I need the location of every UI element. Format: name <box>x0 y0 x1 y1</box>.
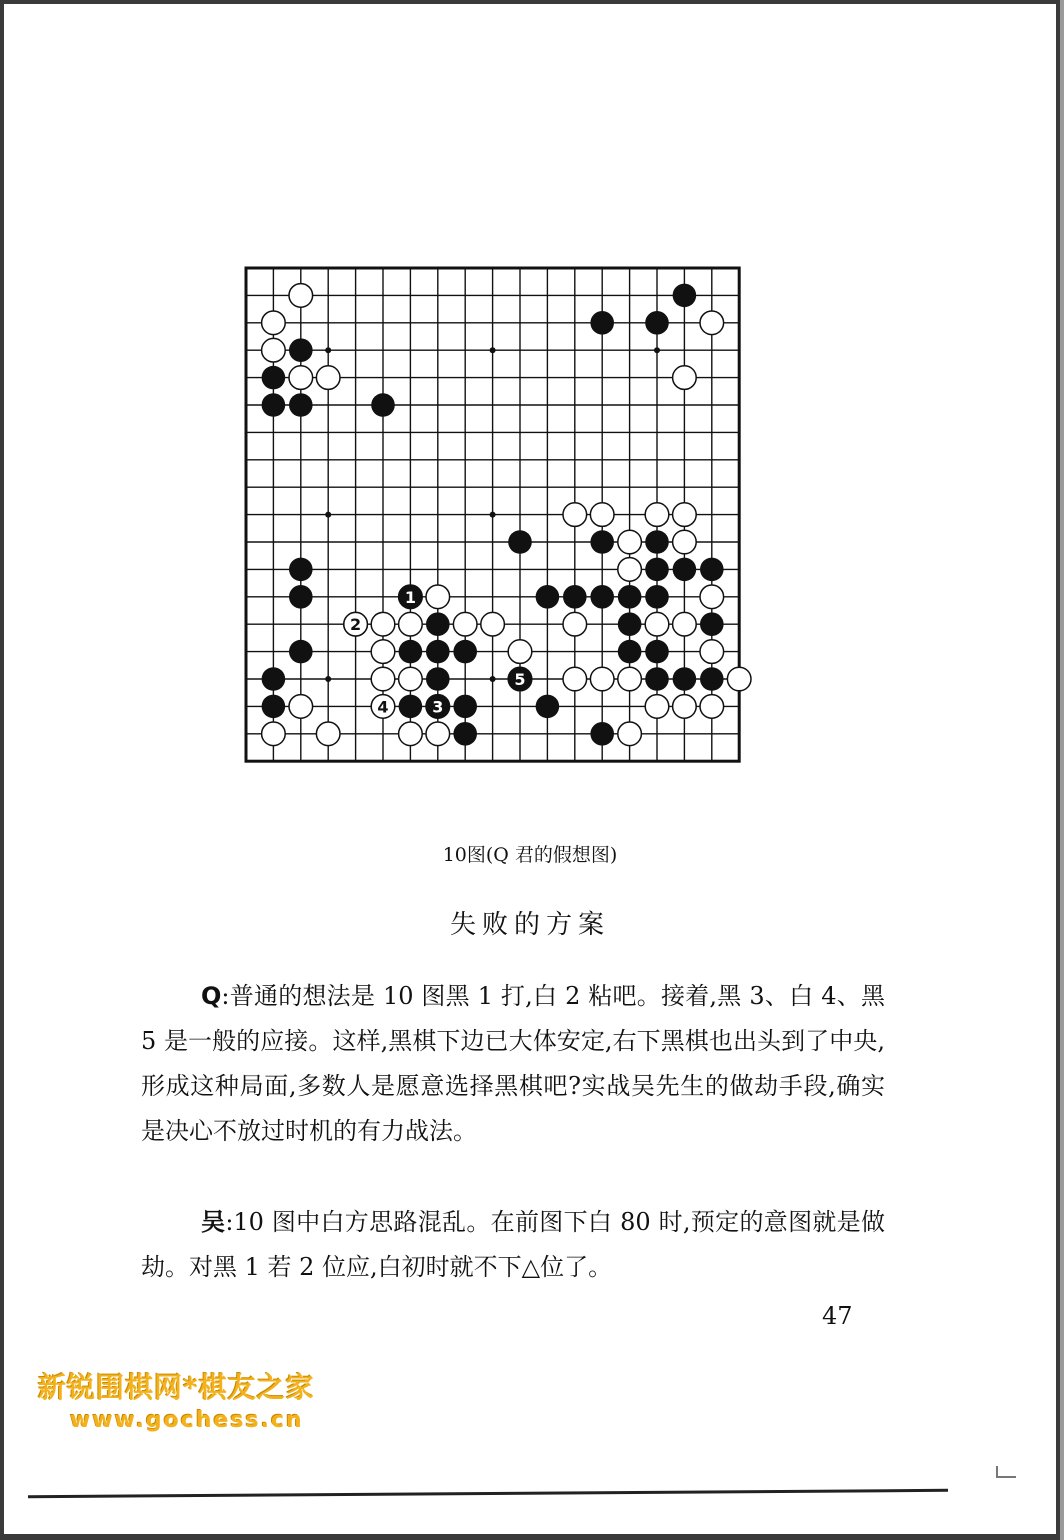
black-stone <box>700 667 724 691</box>
black-stone <box>399 695 423 719</box>
white-stone <box>289 284 313 308</box>
white-stone <box>563 503 587 527</box>
white-stone <box>618 558 642 582</box>
white-stone <box>673 695 697 719</box>
white-stone <box>645 695 669 719</box>
white-stone <box>673 612 697 636</box>
white-stone <box>262 722 286 746</box>
move-number-label: 2 <box>350 615 362 635</box>
white-stone <box>700 695 724 719</box>
white-stone <box>618 722 642 746</box>
black-stone <box>590 722 614 746</box>
white-stone <box>700 640 724 664</box>
black-stone <box>426 667 450 691</box>
black-stone <box>262 667 286 691</box>
white-stone <box>399 667 423 691</box>
white-stone <box>262 338 286 362</box>
white-stone <box>700 311 724 335</box>
white-stone <box>700 585 724 609</box>
watermark-line2: www.gochess.cn <box>70 1408 304 1433</box>
black-stone <box>262 366 286 390</box>
black-stone <box>453 695 477 719</box>
star-point <box>325 676 331 682</box>
star-point <box>654 347 660 353</box>
speaker-q: Q <box>201 982 222 1010</box>
black-stone <box>645 558 669 582</box>
white-stone <box>289 695 313 719</box>
white-stone <box>289 366 313 390</box>
black-stone <box>426 640 450 664</box>
black-stone <box>536 695 560 719</box>
black-stone <box>645 585 669 609</box>
white-stone <box>590 667 614 691</box>
paragraph-q <box>141 974 885 1154</box>
black-stone <box>590 585 614 609</box>
white-stone <box>673 530 697 554</box>
white-stone <box>453 612 477 636</box>
star-point <box>325 347 331 353</box>
black-stone <box>618 612 642 636</box>
paragraph-wu-text: :10 图中白方思路混乱。在前图下白 80 时,预定的意图就是做劫。对黑 1 若 2 位应,白初时就不下△位了。 <box>141 1208 885 1281</box>
white-stone <box>371 640 395 664</box>
black-stone <box>289 640 313 664</box>
move-number-label: 3 <box>432 697 444 717</box>
section-title: 失败的方案 <box>449 910 610 940</box>
black-stone <box>262 393 286 417</box>
white-stone <box>618 530 642 554</box>
figure-caption: 10图(Q 君的假想图) <box>442 844 618 866</box>
black-stone <box>590 311 614 335</box>
black-stone <box>645 640 669 664</box>
star-point <box>490 676 496 682</box>
white-stone <box>727 667 751 691</box>
corner-mark <box>996 1466 1016 1478</box>
white-stone <box>673 366 697 390</box>
black-stone <box>618 640 642 664</box>
speaker-wu: 吴 <box>201 1208 226 1236</box>
star-point <box>490 347 496 353</box>
white-stone <box>563 667 587 691</box>
white-stone <box>399 722 423 746</box>
black-stone <box>700 558 724 582</box>
black-stone <box>563 585 587 609</box>
black-stone <box>289 393 313 417</box>
white-stone <box>399 612 423 636</box>
white-stone <box>563 612 587 636</box>
scan-edge <box>1060 0 1064 1540</box>
white-stone <box>645 503 669 527</box>
black-stone <box>673 284 697 308</box>
white-stone <box>371 612 395 636</box>
black-stone <box>618 585 642 609</box>
black-stone <box>399 640 423 664</box>
watermark-line1: 新锐围棋网*棋友之家 <box>38 1371 315 1404</box>
black-stone <box>262 695 286 719</box>
move-number-label: 5 <box>514 670 526 689</box>
black-stone <box>645 311 669 335</box>
black-stone <box>371 393 395 417</box>
white-stone <box>262 311 286 335</box>
move-number-label: 4 <box>377 697 389 717</box>
black-stone <box>453 640 477 664</box>
go-board-diagram <box>4 4 1056 804</box>
paragraph-wu <box>141 1200 885 1290</box>
site-watermark <box>38 1366 315 1433</box>
white-stone <box>371 667 395 691</box>
white-stone <box>618 667 642 691</box>
white-stone <box>426 722 450 746</box>
black-stone <box>426 612 450 636</box>
white-stone <box>590 503 614 527</box>
move-number-label: 1 <box>404 587 416 607</box>
white-stone <box>316 366 340 390</box>
black-stone <box>453 722 477 746</box>
paragraph-q-text: :普通的想法是 10 图黑 1 打,白 2 粘吧。接着,黑 3、白 4、黑 5 是一般的应接。这样,黑棋下边已大体安定,右下黑棋也出头到了中央,形成这种局面,多数人是愿意选择黑棋吧?实战吴先生的做劫手段,确实是决心不放过时机的有力战法。 <box>141 982 885 1145</box>
white-stone <box>508 640 532 664</box>
black-stone <box>289 585 313 609</box>
black-stone <box>536 585 560 609</box>
white-stone <box>426 585 450 609</box>
white-stone <box>673 503 697 527</box>
black-stone <box>508 530 532 554</box>
black-stone <box>673 558 697 582</box>
book-page <box>4 4 1056 1534</box>
black-stone <box>645 667 669 691</box>
black-stone <box>590 530 614 554</box>
black-stone <box>700 612 724 636</box>
star-point <box>325 512 331 518</box>
white-stone <box>645 612 669 636</box>
black-stone <box>645 530 669 554</box>
black-stone <box>673 667 697 691</box>
black-stone <box>289 558 313 582</box>
bottom-rule <box>28 1489 948 1498</box>
white-stone <box>316 722 340 746</box>
black-stone <box>289 338 313 362</box>
star-point <box>490 512 496 518</box>
page-number: 47 <box>822 1302 853 1330</box>
white-stone <box>481 612 505 636</box>
